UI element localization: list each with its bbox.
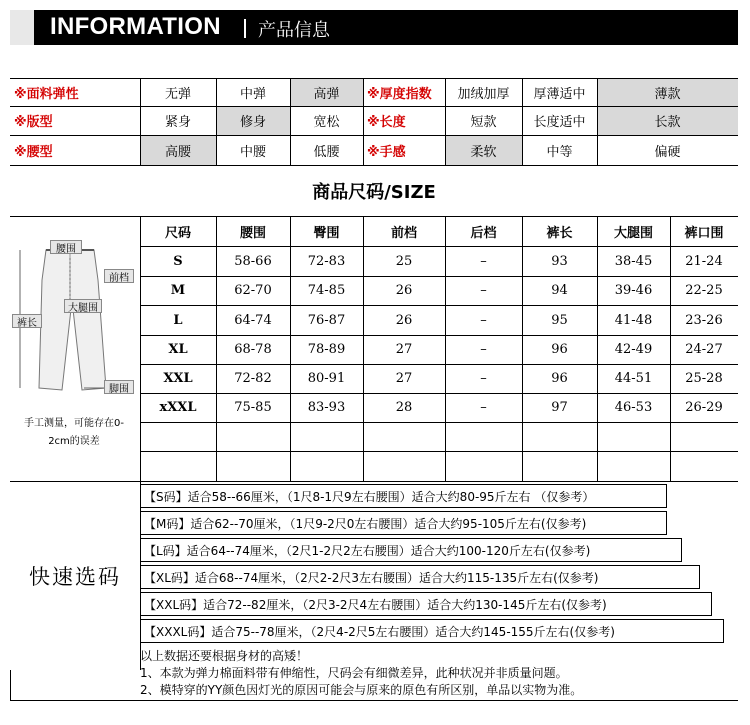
size-cell-length: 97 (551, 400, 568, 415)
opt-slim: 修身 (239, 115, 266, 130)
size-cell-leg-opening: 24-27 (685, 342, 723, 357)
size-cell-thigh: 38-45 (614, 253, 653, 269)
opt-tight: 紧身 (164, 115, 191, 130)
diagram-label-leg-opening: 脚围 (104, 380, 134, 394)
opt-high-waist: 高腰 (164, 144, 191, 160)
header-title-en: INFORMATION (50, 13, 221, 40)
size-cell-size: xXXL (159, 400, 197, 415)
footer-note-1: 以上数据还要根据身材的高矮！ (140, 649, 309, 663)
measure-note-line2: 2cm的误差 (48, 436, 100, 447)
opt-long: 长款 (654, 115, 681, 130)
opt-mid-stretch: 中弹 (239, 86, 266, 102)
col-size: 尺码 (164, 225, 191, 241)
size-section-title: 商品尺码/SIZE (312, 182, 436, 203)
size-cell-back-rise: – (480, 253, 487, 269)
opt-short: 短款 (470, 115, 497, 130)
opt-medium-thick: 厚薄适中 (533, 86, 586, 102)
size-cell-size: M (170, 283, 186, 298)
size-cell-leg-opening: 26-29 (685, 400, 723, 415)
opt-high-stretch: 高弹 (313, 86, 340, 102)
measure-note (12, 415, 136, 451)
quick-item-xxxl: 【XXXL码】适合75--78厘米，（2尺4-2尺5左右腰围）适合大约145-155斤左右(仅参考) (144, 624, 615, 639)
opt-no-stretch: 无弹 (164, 86, 191, 102)
size-cell-front-rise: 27 (395, 371, 413, 386)
size-cell-size: L (173, 312, 183, 328)
size-cell-thigh: 44-51 (614, 371, 653, 386)
size-cell-length: 95 (551, 312, 568, 328)
size-cell-size: XXL (163, 371, 193, 386)
size-cell-back-rise: – (480, 312, 487, 328)
quick-item-l: 【L码】适合64--74厘米，（2尺1-2尺2左右腰围）适合大约100-120斤左右(仅参考) (144, 543, 591, 558)
size-cell-leg-opening: 25-28 (685, 371, 723, 386)
size-cell-hip: 74-85 (307, 283, 346, 298)
size-cell-front-rise: 26 (395, 283, 413, 298)
size-cell-front-rise: 27 (395, 342, 413, 357)
size-cell-waist: 62-70 (234, 283, 272, 298)
quick-item-xl: 【XL码】适合68--74厘米，（2尺2-2尺3左右腰围）适合大约115-135斤左右(仅参考) (144, 570, 599, 585)
size-cell-hip: 83-93 (307, 400, 346, 415)
label-thickness: ※厚度指数 (367, 86, 432, 102)
size-cell-hip: 76-87 (307, 312, 346, 328)
opt-thick: 加绒加厚 (457, 86, 510, 102)
opt-hard: 偏硬 (654, 144, 681, 160)
size-cell-leg-opening: 23-26 (685, 312, 723, 328)
col-back-rise: 后档 (470, 225, 497, 241)
size-cell-waist: 68-78 (234, 342, 272, 357)
quick-item-xxl: 【XXL码】适合72--82厘米，（2尺3-2尺4左右腰围）适合大约130-145斤左右(仅参考) (144, 597, 607, 612)
size-cell-hip: 72-83 (307, 253, 346, 269)
size-cell-thigh: 41-48 (614, 312, 653, 328)
col-length: 裤长 (546, 225, 573, 241)
size-cell-thigh: 42-49 (614, 342, 653, 357)
col-hip: 臀围 (313, 225, 340, 241)
size-cell-front-rise: 26 (395, 312, 413, 328)
size-cell-hip: 78-89 (307, 342, 346, 357)
size-cell-waist: 64-74 (234, 312, 272, 328)
label-stretch: ※面料弹性 (14, 86, 79, 102)
opt-soft: 柔软 (470, 144, 497, 160)
opt-loose: 宽松 (313, 115, 340, 130)
opt-low-waist: 低腰 (313, 144, 340, 160)
size-cell-waist: 58-66 (234, 253, 272, 269)
size-cell-size: S (173, 253, 183, 269)
diagram-label-length: 裤长 (12, 314, 42, 328)
size-cell-length: 94 (551, 283, 568, 298)
size-cell-thigh: 46-53 (614, 400, 653, 415)
size-cell-front-rise: 25 (395, 253, 413, 269)
header-title-cn: 产品信息 (258, 20, 330, 41)
quick-item-m: 【M码】适合62--70厘米，（1尺9-2尺0左右腰围）适合大约95-105斤左右(仅参考) (144, 516, 587, 531)
size-cell-length: 96 (551, 371, 568, 386)
size-cell-back-rise: – (480, 400, 487, 415)
size-cell-leg-opening: 22-25 (685, 283, 723, 298)
size-cell-length: 93 (551, 253, 568, 269)
quick-select-title: 快速选码 (29, 564, 121, 589)
footer-note-2: 1、本款为弹力棉面料带有伸缩性，尺码会有细微差异，此种状况并非质量问题。 (140, 666, 568, 680)
label-waist-type: ※腰型 (14, 144, 53, 160)
label-fit: ※版型 (14, 115, 53, 130)
footer-note-3: 2、模特穿的YY颜色因灯光的原因可能会与原来的原色有所区别，单品以实物为准。 (140, 683, 583, 697)
diagram-label-front-rise: 前档 (104, 269, 134, 283)
size-cell-leg-opening: 21-24 (685, 253, 723, 269)
size-cell-length: 96 (551, 342, 568, 357)
size-cell-thigh: 39-46 (614, 283, 653, 298)
label-feel: ※手感 (367, 144, 406, 160)
opt-mid-length: 长度适中 (533, 115, 586, 130)
opt-thin: 薄款 (654, 86, 681, 102)
size-cell-size: XL (168, 342, 188, 357)
size-cell-back-rise: – (480, 283, 487, 298)
size-cell-hip: 80-91 (307, 371, 346, 386)
header-bar (10, 10, 738, 45)
header-accent (10, 10, 34, 45)
col-thigh: 大腿围 (613, 225, 653, 241)
measure-note-line1: 手工测量，可能存在0- (24, 418, 124, 429)
size-cell-front-rise: 28 (395, 400, 413, 415)
diagram-label-thigh: 大腿围 (64, 299, 102, 313)
diagram-label-waist: 腰围 (50, 240, 82, 254)
size-cell-waist: 72-82 (234, 371, 272, 386)
size-cell-back-rise: – (480, 371, 487, 386)
header-separator (244, 19, 246, 38)
col-waist: 腰围 (239, 225, 266, 241)
label-length: ※长度 (367, 115, 406, 130)
size-cell-back-rise: – (480, 342, 487, 357)
size-cell-waist: 75-85 (234, 400, 272, 415)
quick-item-s: 【S码】适合58--66厘米，（1尺8-1尺9左右腰围）适合大约80-95斤左右 （仅参考） (144, 489, 595, 504)
opt-mid-waist: 中腰 (239, 144, 266, 160)
opt-medium-feel: 中等 (546, 144, 573, 160)
col-front-rise: 前档 (390, 225, 417, 241)
col-leg-opening: 裤口围 (684, 225, 724, 241)
